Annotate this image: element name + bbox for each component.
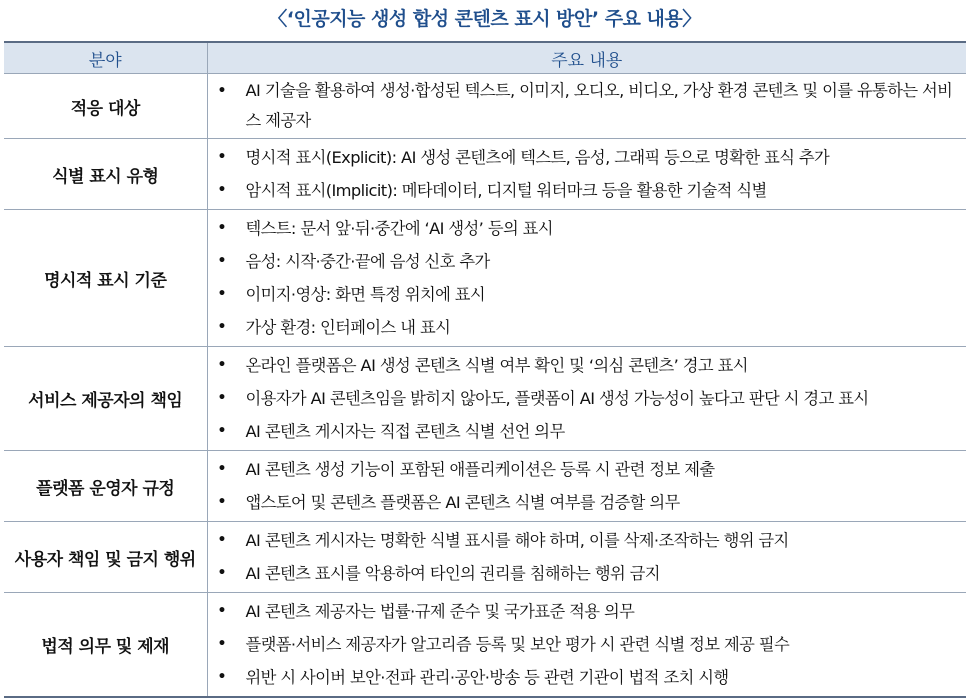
bullet-icon: •: [217, 603, 226, 619]
item-text: 앱스토어 및 콘텐츠 플랫폼은 AI 콘텐츠 식별 여부를 검증할 의무: [245, 493, 680, 512]
content-header: 주요 내용: [207, 42, 966, 74]
bullet-icon: •: [217, 423, 226, 439]
list-item: [208, 595, 967, 628]
item-text: AI 콘텐츠 표시를 악용하여 타인의 권리를 침해하는 행위 금지: [245, 564, 660, 583]
bullet-icon: •: [217, 83, 226, 99]
item-text: AI 기술을 활용하여 생성·합성된 텍스트, 이미지, 오디오, 비디오, 가상 환경 콘텐츠 및 이를 유통하는 서비스 제공자: [245, 81, 953, 130]
bullet-icon: •: [217, 149, 226, 165]
bullet-icon: •: [217, 253, 226, 269]
item-text: 위반 시 사이버 보안·전파 관리·공안·방송 등 관련 기관이 법적 조치 시행: [245, 668, 729, 687]
list-item: [208, 174, 967, 207]
table-row: [4, 593, 966, 698]
category-cell: 식별 표시 유형: [4, 139, 207, 210]
item-text: AI 콘텐츠 게시자는 명확한 식별 표시를 해야 하며, 이를 삭제·조작하는 행위 금지: [245, 531, 789, 550]
bullet-icon: •: [217, 319, 226, 335]
bullet-icon: •: [217, 669, 226, 685]
item-text: AI 콘텐츠 제공자는 법률·규제 준수 및 국가표준 적용 의무: [245, 602, 635, 621]
item-text: 이미지·영상: 화면 특정 위치에 표시: [245, 285, 486, 304]
item-text: 텍스트: 문서 앞·뒤·중간에 ‘AI 생성’ 등의 표시: [245, 219, 553, 238]
item-text: 음성: 시작·중간·끝에 음성 신호 추가: [245, 252, 490, 271]
content-cell: [207, 593, 966, 698]
list-item: [208, 486, 967, 519]
category-cell: 법적 의무 및 제재: [4, 593, 207, 698]
list-item: [208, 311, 967, 344]
list-item: [208, 141, 967, 174]
table-row: [4, 139, 966, 210]
category-header: 분야: [4, 42, 207, 74]
bullet-icon: •: [217, 565, 226, 581]
content-table: [4, 41, 966, 698]
list-item: [208, 212, 967, 245]
list-item: [208, 76, 967, 136]
bullet-icon: •: [217, 390, 226, 406]
table-row: [4, 451, 966, 522]
bullet-icon: •: [217, 182, 226, 198]
item-text: 암시적 표시(Implicit): 메타데이터, 디지털 워터마크 등을 활용한 기술적 식별: [245, 181, 767, 200]
list-item: [208, 278, 967, 311]
item-text: 가상 환경: 인터페이스 내 표시: [245, 318, 451, 337]
table-row: [4, 210, 966, 347]
table-row: [4, 522, 966, 593]
content-cell: [207, 522, 966, 593]
content-cell: [207, 347, 966, 451]
list-item: [208, 557, 967, 590]
category-cell: 사용자 책임 및 금지 행위: [4, 522, 207, 593]
item-text: AI 콘텐츠 생성 기능이 포함된 애플리케이션은 등록 시 관련 정보 제출: [245, 460, 715, 479]
category-cell: 플랫폼 운영자 규정: [4, 451, 207, 522]
bullet-icon: •: [217, 357, 226, 373]
item-text: 플랫폼·서비스 제공자가 알고리즘 등록 및 보안 평가 시 관련 식별 정보 제공 필수: [245, 635, 790, 654]
list-item: [208, 524, 967, 557]
bullet-icon: •: [217, 461, 226, 477]
category-cell: 적응 대상: [4, 74, 207, 139]
list-item: [208, 453, 967, 486]
table-header-row: [4, 42, 966, 74]
bullet-icon: •: [217, 532, 226, 548]
item-text: 온라인 플랫폼은 AI 생성 콘텐츠 식별 여부 확인 및 ‘의심 콘텐츠’ 경고 표시: [245, 356, 748, 375]
list-item: [208, 382, 967, 415]
bullet-icon: •: [217, 636, 226, 652]
bullet-icon: •: [217, 286, 226, 302]
content-cell: [207, 139, 966, 210]
list-item: [208, 628, 967, 661]
item-text: AI 콘텐츠 게시자는 직접 콘텐츠 식별 선언 의무: [245, 422, 565, 441]
list-item: [208, 415, 967, 448]
category-cell: 서비스 제공자의 책임: [4, 347, 207, 451]
content-cell: [207, 451, 966, 522]
category-cell: 명시적 표시 기준: [4, 210, 207, 347]
list-item: [208, 349, 967, 382]
list-item: [208, 661, 967, 694]
bullet-icon: •: [217, 494, 226, 510]
content-cell: [207, 210, 966, 347]
content-cell: [207, 74, 966, 139]
document-title: 〈‘인공지능 생성 합성 콘텐츠 표시 방안’ 주요 내용〉: [268, 8, 701, 30]
item-text: 명시적 표시(Explicit): AI 생성 콘텐츠에 텍스트, 음성, 그래픽 등으로 명확한 표식 추가: [245, 148, 830, 167]
item-text: 이용자가 AI 콘텐츠임을 밝히지 않아도, 플랫폼이 AI 생성 가능성이 높다고 판단 시 경고 표시: [245, 389, 869, 408]
table-row: [4, 347, 966, 451]
bullet-icon: •: [217, 220, 226, 236]
list-item: [208, 245, 967, 278]
table-row: [4, 74, 966, 139]
